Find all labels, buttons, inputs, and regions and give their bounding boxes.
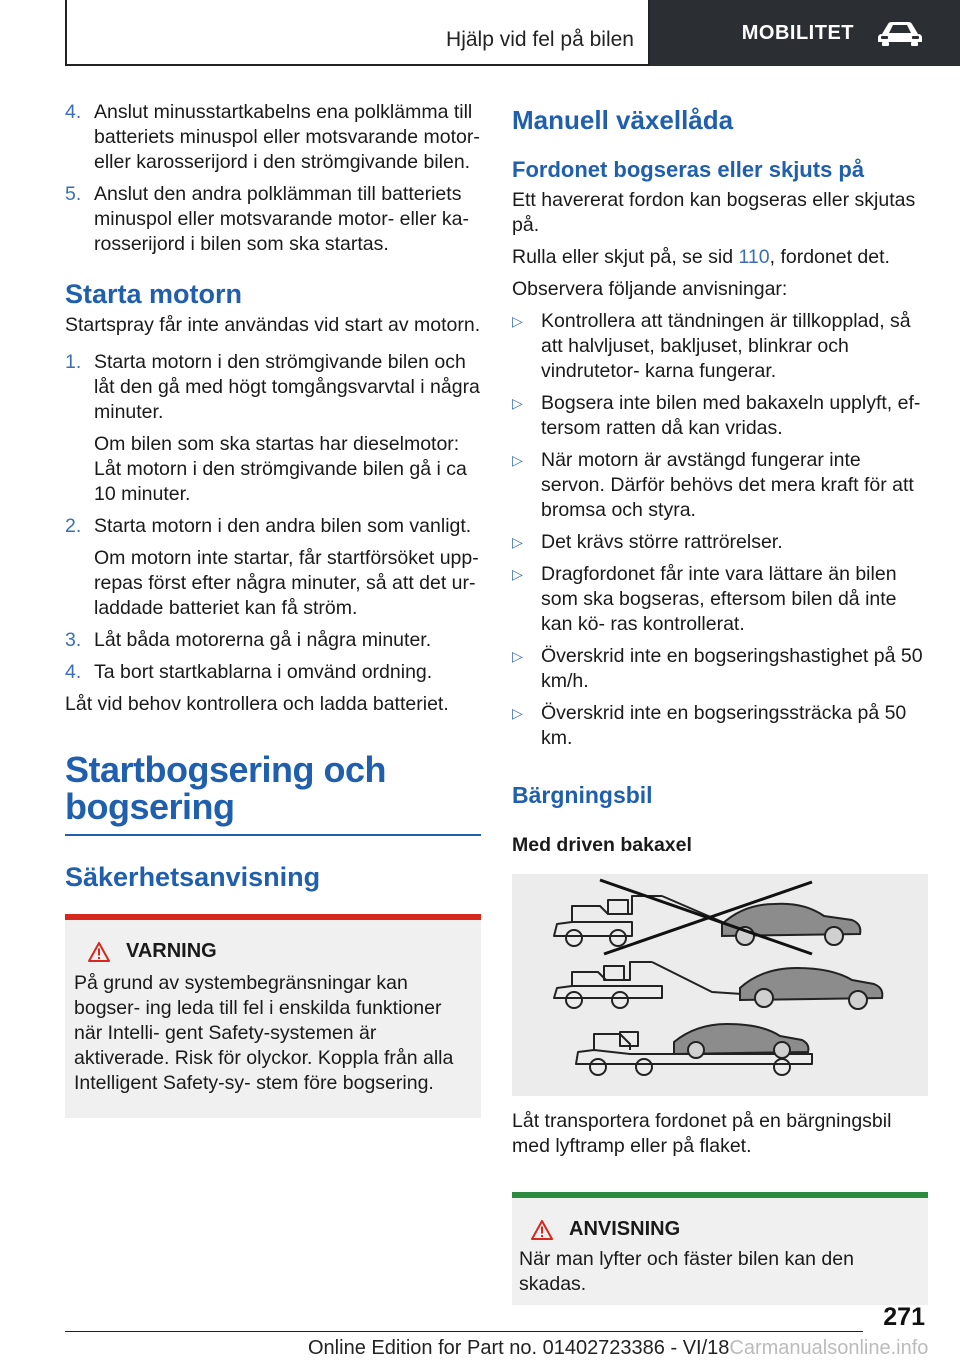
paragraph-3: Observera följande anvisningar: [512,278,788,300]
footer-edition [308,1337,928,1360]
right-column [512,104,928,1305]
warning-triangle-icon [88,942,110,962]
jumpstart-steps-continued [65,100,481,257]
list-item [65,100,481,175]
step-note: Om motorn inte startar, får startförsöket upp- repas först efter några minuter, så att det ur- laddade batteriet kan få ström. [94,547,479,619]
edition-text: Online Edition for Part no. 01402723386 - VI/18 [308,1337,730,1359]
list-item [512,448,928,523]
notice-title: ANVISNING [569,1218,681,1240]
warning-header [74,940,467,963]
footer-rule [65,1331,863,1332]
section-title: Manuell växellåda [512,105,734,135]
figure-caption: Låt transportera fordonet på en bärgningsbil med lyftramp eller på flaket. [512,1110,892,1157]
bullet-triangle-icon: ▷ [512,395,523,411]
tow-truck-heading: Bärgningsbil [512,782,653,808]
step-note: Om bilen som ska startas har dieselmotor: Låt motorn i den strömgivande bilen gå i ca 10 minuter. [94,433,467,505]
list-item [512,644,928,694]
bullet-text: Bogsera inte bilen med bakaxeln upplyft, ef- tersom ratten då kan vridas. [541,392,921,439]
chapter-title-line-1: Startbogsering och [65,749,387,790]
chapter-title [65,751,481,825]
safety-heading: Säkerhetsanvisning [65,862,321,892]
list-item [512,530,928,555]
list-item [65,660,481,685]
header-section-title: Hjälp vid fel på bilen [446,28,634,51]
step-number: 3. [65,629,82,651]
step-number: 5. [65,183,82,205]
list-item [65,350,481,507]
list-item [512,309,928,384]
towing-instructions [512,309,928,751]
warning-triangle-icon [531,1220,553,1240]
step-text: Starta motorn i den strömgivande bilen och låt den gå med högt tomgångsvarvtal i några minuter. [94,351,480,423]
towing-illustration [512,874,928,1096]
warning-title: VARNING [126,940,217,962]
step-text: Låt båda motorerna gå i några minuter. [94,629,432,651]
header-tab-label: MOBILITET [741,21,854,44]
list-item [512,701,928,751]
chapter-rule [65,834,481,836]
paragraph-1: Ett havererat fordon kan bogseras eller skjutas på. [512,189,916,236]
list-item [65,514,481,621]
bullet-triangle-icon: ▷ [512,313,523,329]
step-text: Anslut minusstartkabelns ena polklämma till batteriets minuspol eller motsvarande motor- eller karosserijord i den strömgivande bilen. [94,101,480,173]
watermark-text: Carmanualsonline.info [729,1337,929,1359]
bullet-text: Dragfordonet får inte vara lättare än bilen som ska bogseras, eftersom bilen då inte kan kö- ras kontrollerat. [541,563,897,635]
start-engine-heading: Starta motorn [65,279,243,309]
paragraph-2-text-a: Rulla eller skjut på, se sid [512,246,739,268]
bullet-triangle-icon: ▷ [512,452,523,468]
paragraph-2-text-b: , fordonet det. [769,246,890,268]
driven-axle-heading: Med driven bakaxel [512,834,692,856]
bullet-text: Kontrollera att tändningen är tillkopplad, så att halvljuset, bakljuset, blinkrar och vindrutetor- karna fungerar. [541,310,911,382]
start-engine-intro: Startspray får inte användas vid start av motorn. [65,314,481,336]
step-text: Ta bort startkablarna i omvänd ordning. [94,661,433,683]
start-engine-steps [65,350,481,685]
step-number: 4. [65,661,82,683]
left-column [65,100,481,1118]
header-chapter-tab[interactable] [650,0,960,66]
start-engine-outro: Låt vid behov kontrollera och ladda batteriet. [65,693,449,715]
car-icon [876,20,924,46]
list-item [65,182,481,257]
bullet-triangle-icon: ▷ [512,705,523,721]
bullet-text: Överskrid inte en bogseringssträcka på 50 km. [541,702,907,749]
step-text: Starta motorn i den andra bilen som vanligt. [94,515,472,537]
warning-box [65,914,481,1118]
notice-text: När man lyfter och fäster bilen kan den skadas. [519,1248,854,1295]
bullet-triangle-icon: ▷ [512,648,523,664]
bullet-text: Överskrid inte en bogseringshastighet på 50 km/h. [541,645,923,692]
notice-box [512,1192,928,1305]
list-item [512,562,928,637]
notice-header [519,1218,918,1241]
step-number: 4. [65,101,82,123]
paragraph-2 [512,245,928,270]
chapter-title-line-2: bogsering [65,786,235,827]
header-left-rule [65,0,67,66]
bullet-text: När motorn är avstängd fungerar inte servon. Därför behövs det mera kraft för att bromsa och styra. [541,449,914,521]
list-item [65,628,481,653]
list-item [512,391,928,441]
warning-text: På grund av systembegränsningar kan bogser- ing leda till fel i enskilda funktioner när Intelli- gent Safety-systemen är aktiverade. Risk för olyckor. Koppla från alla Intelligent Safety-sy- stem före bogsering. [74,972,454,1094]
page-number: 271 [883,1303,925,1331]
step-text: Anslut den andra polklämman till batteriets minuspol eller motsvarande motor- eller ka- rosserijord i bilen som ska startas. [94,183,469,255]
sub-title: Fordonet bogseras eller skjuts på [512,157,865,182]
bullet-triangle-icon: ▷ [512,566,523,582]
step-number: 1. [65,351,82,373]
bullet-text: Det krävs större rattrörelser. [541,531,783,553]
page-reference-link[interactable]: 110 [738,246,770,268]
bullet-triangle-icon: ▷ [512,534,523,550]
tow-truck-illustration-svg [512,874,928,1096]
step-number: 2. [65,515,82,537]
